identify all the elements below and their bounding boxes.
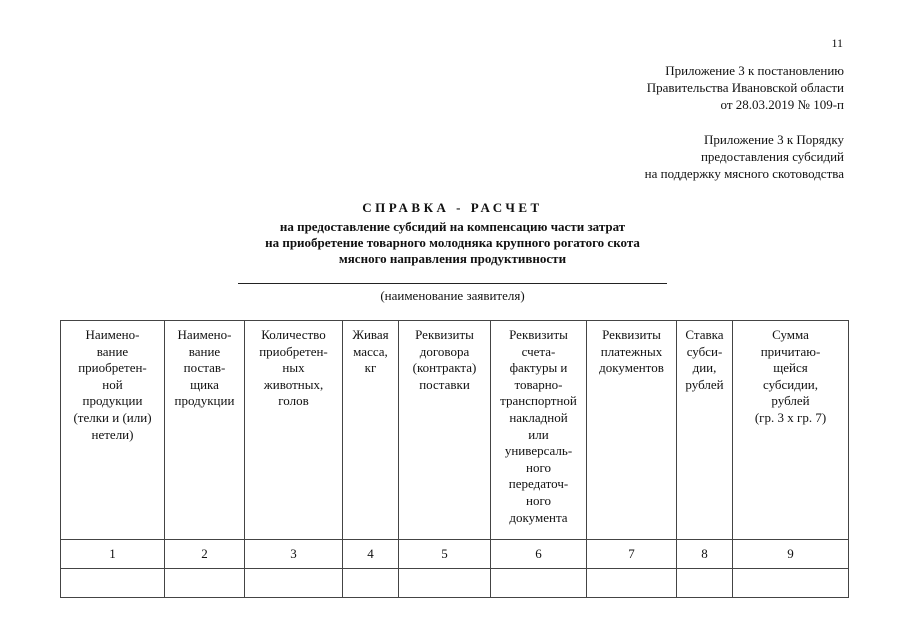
appendix-procedure-line: на поддержку мясного скотоводства xyxy=(644,166,844,181)
table-header-cell xyxy=(61,321,165,540)
header-text-line: счета- xyxy=(521,343,556,359)
subtitle-line: на предоставление субсидий на компенсацию части затрат xyxy=(279,219,626,234)
table-header-cell xyxy=(343,321,399,540)
header-text-line: причитаю- xyxy=(760,343,821,359)
header-text-line: приобретен- xyxy=(78,360,147,376)
header-text-line: Реквизиты xyxy=(602,327,661,342)
header-text-line: голов xyxy=(278,393,309,409)
header-text-line: щейся xyxy=(773,360,808,376)
appendix-resolution xyxy=(647,62,844,113)
appendix-procedure xyxy=(645,131,844,182)
header-text-line: ного xyxy=(526,459,551,475)
table-cell[interactable] xyxy=(245,569,343,598)
header-text-line: товарно- xyxy=(514,376,563,392)
table-cell[interactable] xyxy=(587,569,677,598)
table-cell[interactable] xyxy=(491,569,587,598)
column-number-cell: 2 xyxy=(165,540,245,569)
table-header-cell xyxy=(245,321,343,540)
header-text-line: накладной xyxy=(509,409,568,425)
header-text-line: поставки xyxy=(419,376,470,392)
header-text-line: кг xyxy=(364,360,377,376)
header-text-line: ного xyxy=(526,492,551,508)
column-number-cell: 7 xyxy=(587,540,677,569)
column-number-cell: 6 xyxy=(491,540,587,569)
column-number-cell: 3 xyxy=(245,540,343,569)
table-row xyxy=(61,569,849,598)
page-number: 11 xyxy=(831,36,843,50)
applicant-name-line xyxy=(238,283,667,284)
document-subtitle xyxy=(0,219,905,267)
applicant-caption: (наименование заявителя) xyxy=(380,288,525,303)
header-text-line: Реквизиты xyxy=(509,327,568,342)
table-cell[interactable] xyxy=(733,569,849,598)
table-column-numbers-row xyxy=(61,540,849,569)
header-text-line: субсидии, xyxy=(762,376,819,392)
header-text-line: рублей xyxy=(685,376,724,392)
table-header-row xyxy=(61,321,849,540)
header-text-line: постав- xyxy=(183,360,226,376)
header-text-line: документов xyxy=(599,360,664,376)
table-cell[interactable] xyxy=(165,569,245,598)
subtitle-line: на приобретение товарного молодняка крупного рогатого скота xyxy=(265,235,640,250)
header-text-line: документа xyxy=(509,509,568,525)
header-text-line: универсаль- xyxy=(504,443,573,459)
header-text-line: продукции xyxy=(82,393,143,409)
column-number-cell: 9 xyxy=(733,540,849,569)
header-text-line: Ставка xyxy=(685,327,724,342)
header-text-line: вание xyxy=(96,343,129,359)
column-number-cell: 8 xyxy=(677,540,733,569)
header-text-line: нетели) xyxy=(91,426,134,442)
table-cell[interactable] xyxy=(61,569,165,598)
table-header-cell xyxy=(399,321,491,540)
header-text-line: Наимено- xyxy=(85,327,140,342)
header-text-line: (гр. 3 х гр. 7) xyxy=(754,409,827,425)
table-cell[interactable] xyxy=(343,569,399,598)
header-text-line: вание xyxy=(188,343,221,359)
appendix-procedure-line: Приложение 3 к Порядку xyxy=(704,132,844,147)
header-text-line: Наимено- xyxy=(177,327,232,342)
appendix-resolution-line: Правительства Ивановской области xyxy=(646,80,844,95)
table-header-cell xyxy=(165,321,245,540)
calculation-table xyxy=(60,320,849,598)
header-text-line: дии, xyxy=(692,360,717,376)
header-text-line: рублей xyxy=(771,393,810,409)
column-number-cell: 5 xyxy=(399,540,491,569)
header-text-line: животных, xyxy=(263,376,324,392)
header-text-line: ных xyxy=(282,360,305,376)
header-text-line: приобретен- xyxy=(259,343,328,359)
header-text-line: Живая xyxy=(352,327,389,342)
header-text-line: субси- xyxy=(686,343,723,359)
header-text-line: (телки и (или) xyxy=(73,409,152,425)
appendix-procedure-line: предоставления субсидий xyxy=(700,149,844,164)
header-text-line: или xyxy=(528,426,549,442)
header-text-line: щика xyxy=(190,376,219,392)
appendix-resolution-line: от 28.03.2019 № 109-п xyxy=(720,97,844,112)
table-cell[interactable] xyxy=(677,569,733,598)
column-number-cell: 4 xyxy=(343,540,399,569)
header-text-line: масса, xyxy=(353,343,388,359)
header-text-line: (контракта) xyxy=(412,360,477,376)
header-text-line: фактуры и xyxy=(509,360,568,376)
header-text-line: Количество xyxy=(261,327,326,342)
appendix-resolution-line: Приложение 3 к постановлению xyxy=(665,63,844,78)
header-text-line: Сумма xyxy=(772,327,809,342)
table-cell[interactable] xyxy=(399,569,491,598)
subtitle-line: мясного направления продуктивности xyxy=(338,251,567,266)
header-text-line: продукции xyxy=(174,393,235,409)
document-title: СПРАВКА - РАСЧЕТ xyxy=(362,200,543,215)
header-text-line: Реквизиты xyxy=(415,327,474,342)
header-text-line: платежных xyxy=(600,343,663,359)
table-header-cell xyxy=(677,321,733,540)
table-header-cell xyxy=(733,321,849,540)
table-header-cell xyxy=(491,321,587,540)
table-header-cell xyxy=(587,321,677,540)
column-number-cell: 1 xyxy=(61,540,165,569)
header-text-line: передаточ- xyxy=(508,476,569,492)
header-text-line: договора xyxy=(419,343,470,359)
header-text-line: транспортной xyxy=(500,393,577,409)
header-text-line: ной xyxy=(102,376,123,392)
